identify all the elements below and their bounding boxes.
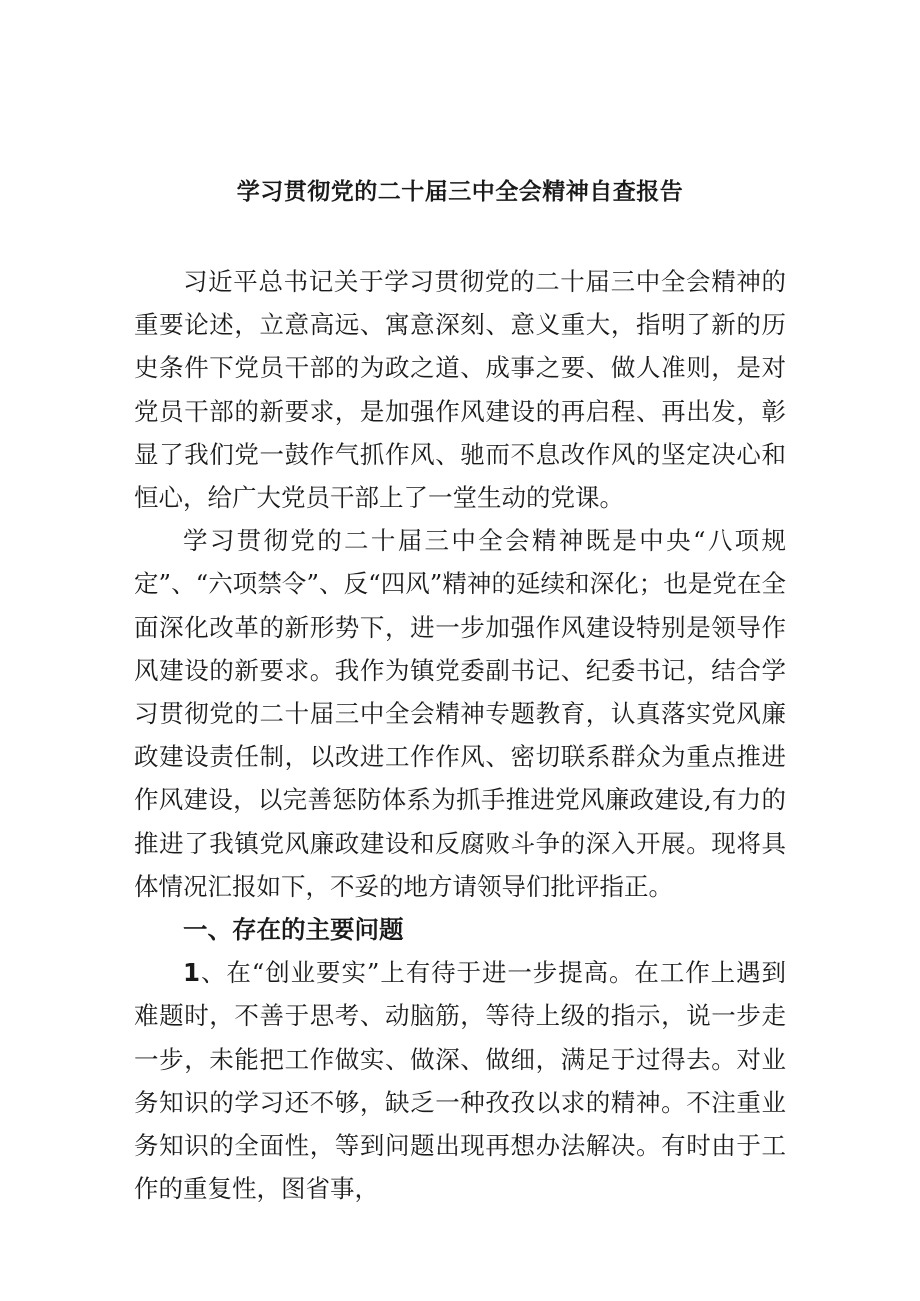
item-text: 、在“创业要实”上有待于进一步提高。在工作上遇到难题时，不善于思考、动脑筋，等待上级的指示，说一步走一步，未能把工作做实、做深、做细，满足于过得去。对业务知识的学习还不够，缺乏一种孜孜以求的精神。不注重业务知识的全面性，等到问题出现再想办法解决。有时由于工作的重复性，图省事， (134, 958, 786, 1204)
paragraph-item-1 (134, 951, 786, 1210)
document-title: 学习贯彻党的二十届三中全会精神自查报告 (236, 179, 684, 205)
section-heading-problems: 一、存在的主要问题 (183, 915, 404, 945)
paragraph-context: 学习贯彻党的二十届三中全会精神既是中央“八项规定”、“六项禁令”、反“四风”精神的延续和深化；也是党在全面深化改革的新形势下，进一步加强作风建设特别是领导作风建设的新要求。我作为镇党委副书记、纪委书记，结合学习贯彻党的二十届三中全会精神专题教育，认真落实党风廉政建设责任制，以改进工作作风、密切联系群众为重点推进作风建设，以完善惩防体系为抓手推进党风廉政建设,有力的推进了我镇党风廉政建设和反腐败斗争的深入开展。现将具体情况汇报如下，不妥的地方请领导们批评指正。 (134, 526, 786, 901)
item-number: 1 (183, 958, 201, 988)
document-body (134, 260, 786, 1210)
paragraph-intro: 习近平总书记关于学习贯彻党的二十届三中全会精神的重要论述，立意高远、寓意深刻、意义重大，指明了新的历史条件下党员干部的为政之道、成事之要、做人准则，是对党员干部的新要求，是加强作风建设的再启程、再出发，彰显了我们党一鼓作气抓作风、驰而不息改作风的坚定决心和恒心，给广大党员干部上了一堂生动的党课。 (134, 267, 786, 513)
